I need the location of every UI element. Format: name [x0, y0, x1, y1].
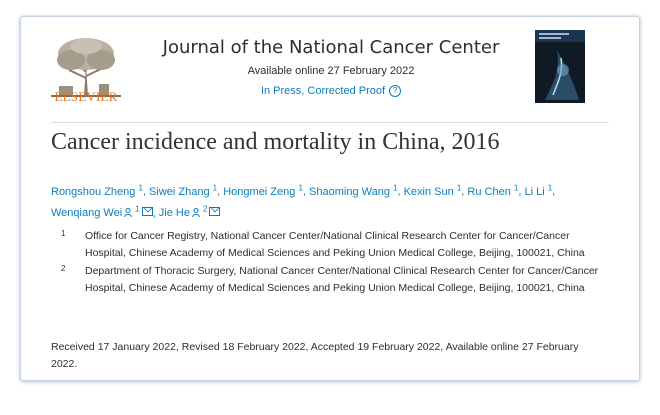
header-divider	[51, 122, 609, 123]
author-link[interactable]: Hongmei Zeng $^1$	[223, 183, 303, 198]
author-link[interactable]: Li Li $^1$	[524, 183, 553, 198]
author-list: Rongshou Zheng $^1$, Siwei Zhang $^1$, Hongmei Zeng $^1$, Shaoming Wang $^1$, Kexin Sun $^1$, Ru Chen $^1$, Li Li $^1$, Wenqiang Wei $^1$ , Jie He $^2$	[51, 183, 556, 220]
question-circle-icon[interactable]: ?	[389, 85, 401, 97]
in-press-label[interactable]: In Press, Corrected Proof	[260, 85, 386, 97]
envelope-icon[interactable]	[209, 207, 220, 216]
author-link[interactable]: Wenqiang Wei $^1$	[51, 207, 153, 219]
author-link[interactable]: Ru Chen $^1$	[467, 183, 519, 198]
author-link[interactable]: Kexin Sun $^1$	[403, 183, 462, 198]
journal-title[interactable]: Journal of the National Cancer Center	[162, 37, 500, 58]
affiliation-text: Department of Thoracic Surgery, National Cancer Center/National Clinical Research Center for Cancer/Cancer Hospital, Chinese Academy of Medical Sciences and Peking Union Medical College, Beijing, 100021, China	[85, 265, 599, 294]
person-icon	[192, 208, 200, 217]
author-link[interactable]: Rongshou Zheng $^1$	[51, 183, 143, 198]
journal-cover-thumbnail[interactable]	[535, 30, 585, 103]
author-link[interactable]: Shaoming Wang $^1$	[309, 183, 398, 198]
envelope-icon[interactable]	[142, 207, 153, 216]
available-online-date: Available online 27 February 2022	[247, 65, 415, 77]
affiliation-number: 2	[61, 264, 66, 273]
affiliation-text: Office for Cancer Registry, National Cancer Center/National Clinical Research Center for Cancer/Cancer Hospital, Chinese Academy of Medical Sciences and Peking Union Medical College, Beijing, 100021, China	[85, 230, 585, 259]
publication-history: Received 17 January 2022, Revised 18 February 2022, Accepted 19 February 2022, Available online 27 February 2022.	[51, 341, 579, 370]
affiliation-number: 1	[61, 229, 66, 238]
person-icon	[124, 208, 132, 217]
in-press-status[interactable]	[101, 85, 561, 97]
author-link[interactable]: Jie He $^2$	[159, 207, 221, 219]
article-title: Cancer incidence and mortality in China, 2016	[51, 129, 500, 155]
elsevier-wordmark[interactable]: ELSEVIER	[54, 89, 118, 104]
author-link[interactable]: Siwei Zhang $^1$	[149, 183, 218, 198]
article-header-card	[20, 16, 640, 381]
